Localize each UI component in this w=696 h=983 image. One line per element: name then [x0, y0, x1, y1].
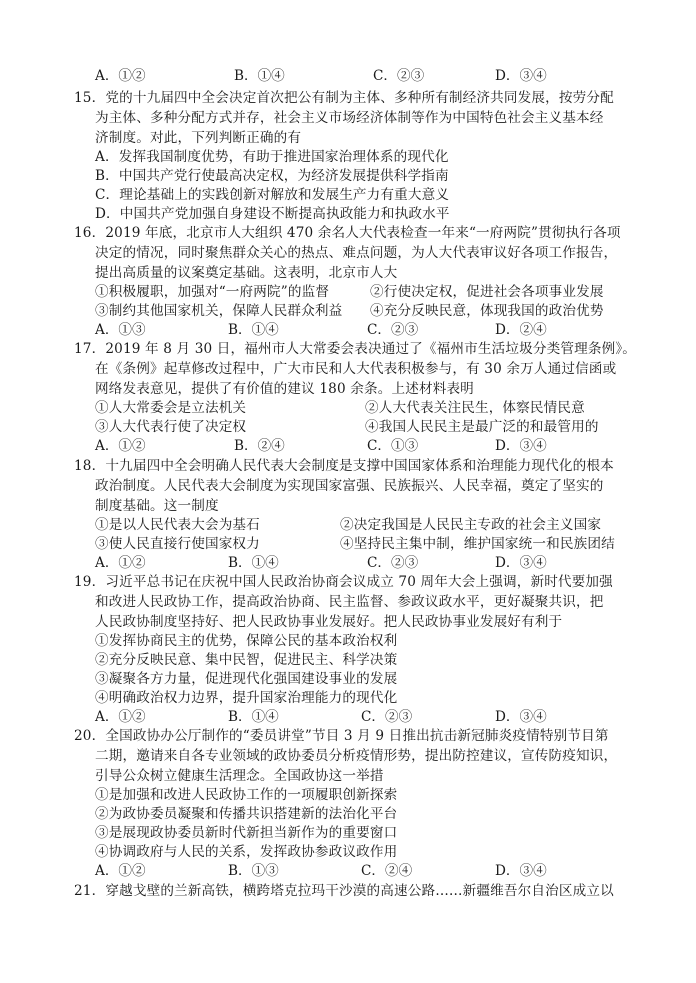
- question-stem-line: 引导公众树立健康生活理念。全国政协这一举措: [95, 768, 384, 784]
- statement-4: ④明确政治权力边界，提升国家治理能力的现代化: [95, 690, 398, 706]
- question-stem-line: 20．全国政协办公厅制作的“委员讲堂”节目 3 月 9 日推出抗击新冠肺炎疫情特别节目第: [74, 728, 609, 744]
- statement-4: ④协调政府与人民的关系，发挥政协参政议政作用: [95, 844, 398, 860]
- option-a: A．①③: [95, 322, 146, 338]
- option-d: D．③④: [495, 68, 547, 84]
- statement-4: ④我国人民民主是最广泛的和最管用的: [365, 419, 599, 435]
- option-b: B．①④: [228, 709, 279, 725]
- option-d: D．③④: [495, 438, 547, 454]
- option-b: B．①④: [228, 555, 279, 571]
- statement-3: ③人大代表行使了决定权: [95, 419, 247, 435]
- option-d: D．③④: [495, 555, 547, 571]
- statement-2: ②决定我国是人民民主专政的社会主义国家: [340, 517, 602, 533]
- choice-d: D．中国共产党加强自身建设不断提高执政能力和执政水平: [95, 206, 450, 222]
- statement-3: ③使人民直接行使国家权力: [95, 536, 260, 552]
- option-d: D．③④: [495, 863, 547, 879]
- question-stem-line: 政治制度。人民代表大会制度为实现国家富强、民族振兴、人民幸福，奠定了坚实的: [95, 478, 604, 494]
- question-stem-line: 16．2019 年底，北京市人大组织 470 余名人大代表检查一年来“一府两院”贯彻执行各项: [74, 225, 621, 241]
- statement-2: ②为政协委员凝聚和传播共识搭建新的法治化平台: [95, 806, 398, 822]
- option-d: D．②④: [495, 322, 547, 338]
- statement-4: ④充分反映民意，体现我国的政治优势: [370, 303, 604, 319]
- question-stem-line: 17．2019 年 8 月 30 日，福州市人大常委会表决通过了《福州市生活垃圾分类管理条例》。: [74, 341, 637, 357]
- option-c: C．②③: [361, 709, 413, 725]
- option-a: A．①②: [95, 709, 146, 725]
- choice-c: C．理论基础上的实践创新对解放和发展生产力有重大意义: [95, 187, 450, 203]
- question-stem-line: 18．十九届四中全会明确人民代表大会制度是支撑中国国家体系和治理能力现代化的根本: [74, 458, 614, 474]
- option-b: B．①④: [228, 322, 279, 338]
- choice-a: A．发挥我国制度优势，有助于推进国家治理体系的现代化: [95, 149, 449, 165]
- question-stem-line: 为主体、多种分配方式并存，社会主义市场经济体制等作为中国特色社会主义基本经: [95, 110, 604, 126]
- option-a: A．①②: [95, 863, 146, 879]
- option-c: C．②③: [367, 322, 419, 338]
- question-stem-line: 人民政协制度坚持好、把人民政协事业发展好。把人民政协事业发展好有利于: [95, 614, 563, 630]
- option-c: C．②③: [367, 555, 419, 571]
- choice-b: B．中国共产党行使最高决定权，为经济发展提供科学指南: [95, 168, 449, 184]
- statement-4: ④坚持民主集中制，维护国家统一和民族团结: [340, 536, 615, 552]
- question-stem-line: 网络发表意见，提供了有价值的建议 180 余条。上述材料表明: [95, 381, 474, 397]
- statement-2: ②充分反映民意、集中民智，促进民主、科学决策: [95, 652, 398, 668]
- question-stem-line: 15．党的十九届四中全会决定首次把公有制为主体、多种所有制经济共同发展，按劳分配: [74, 90, 614, 106]
- question-stem-line: 21．穿越戈壁的兰新高铁，横跨塔克拉玛干沙漠的高速公路……新疆维吾尔自治区成立以: [74, 883, 614, 899]
- statement-1: ①是加强和改进人民政协工作的一项履职创新探索: [95, 787, 398, 803]
- option-c: C．②③: [373, 68, 425, 84]
- option-b: B．①③: [228, 863, 279, 879]
- statement-1: ①发挥协商民主的优势，保障公民的基本政治权利: [95, 633, 398, 649]
- option-c: C．①③: [367, 438, 419, 454]
- statement-3: ③凝聚各方力量，促进现代化强国建设事业的发展: [95, 671, 398, 687]
- question-stem-line: 决定的情况，同时聚焦群众关心的热点、难点问题，为人大代表审议好各项工作报告，: [95, 245, 618, 261]
- option-b: B．②④: [234, 438, 285, 454]
- question-stem-line: 19．习近平总书记在庆祝中国人民政治协商会议成立 70 周年大会上强调，新时代要加强: [74, 574, 613, 590]
- question-stem-line: 制度基础。这一制度: [95, 498, 219, 514]
- question-stem-line: 和改进人民政协工作，提高政治协商、民主监督、参政议政水平，更好凝聚共识，把: [95, 594, 604, 610]
- option-b: B．①④: [234, 68, 285, 84]
- statement-3: ③制约其他国家机关，保障人民群众利益: [95, 303, 343, 319]
- option-a: A．①②: [95, 555, 146, 571]
- statement-2: ②行使决定权，促进社会各项事业发展: [370, 284, 604, 300]
- statement-1: ①人大常委会是立法机关: [95, 400, 247, 416]
- question-stem-line: 在《条例》起草修改过程中，广大市民和人大代表积极参与，有 30 余万人通过信函或: [95, 361, 617, 377]
- option-d: D．③④: [495, 709, 547, 725]
- statement-1: ①是以人民代表大会为基石: [95, 517, 260, 533]
- statement-1: ①积极履职，加强对“一府两院”的监督: [95, 284, 330, 300]
- statement-2: ②人大代表关注民生，体察民情民意: [365, 400, 585, 416]
- statement-3: ③是展现政协委员新时代新担当新作为的重要窗口: [95, 825, 398, 841]
- question-stem-line: 济制度。对此，下列判断正确的有: [95, 130, 302, 146]
- question-stem-line: 提出高质量的议案奠定基础。这表明，北京市人大: [95, 265, 398, 281]
- question-stem-line: 二期，邀请来自各专业领域的政协委员分析疫情形势，提出防控建议，宣传防疫知识，: [95, 748, 618, 764]
- option-c: C．②④: [361, 863, 413, 879]
- option-a: A．①②: [95, 68, 146, 84]
- option-a: A．①②: [95, 438, 146, 454]
